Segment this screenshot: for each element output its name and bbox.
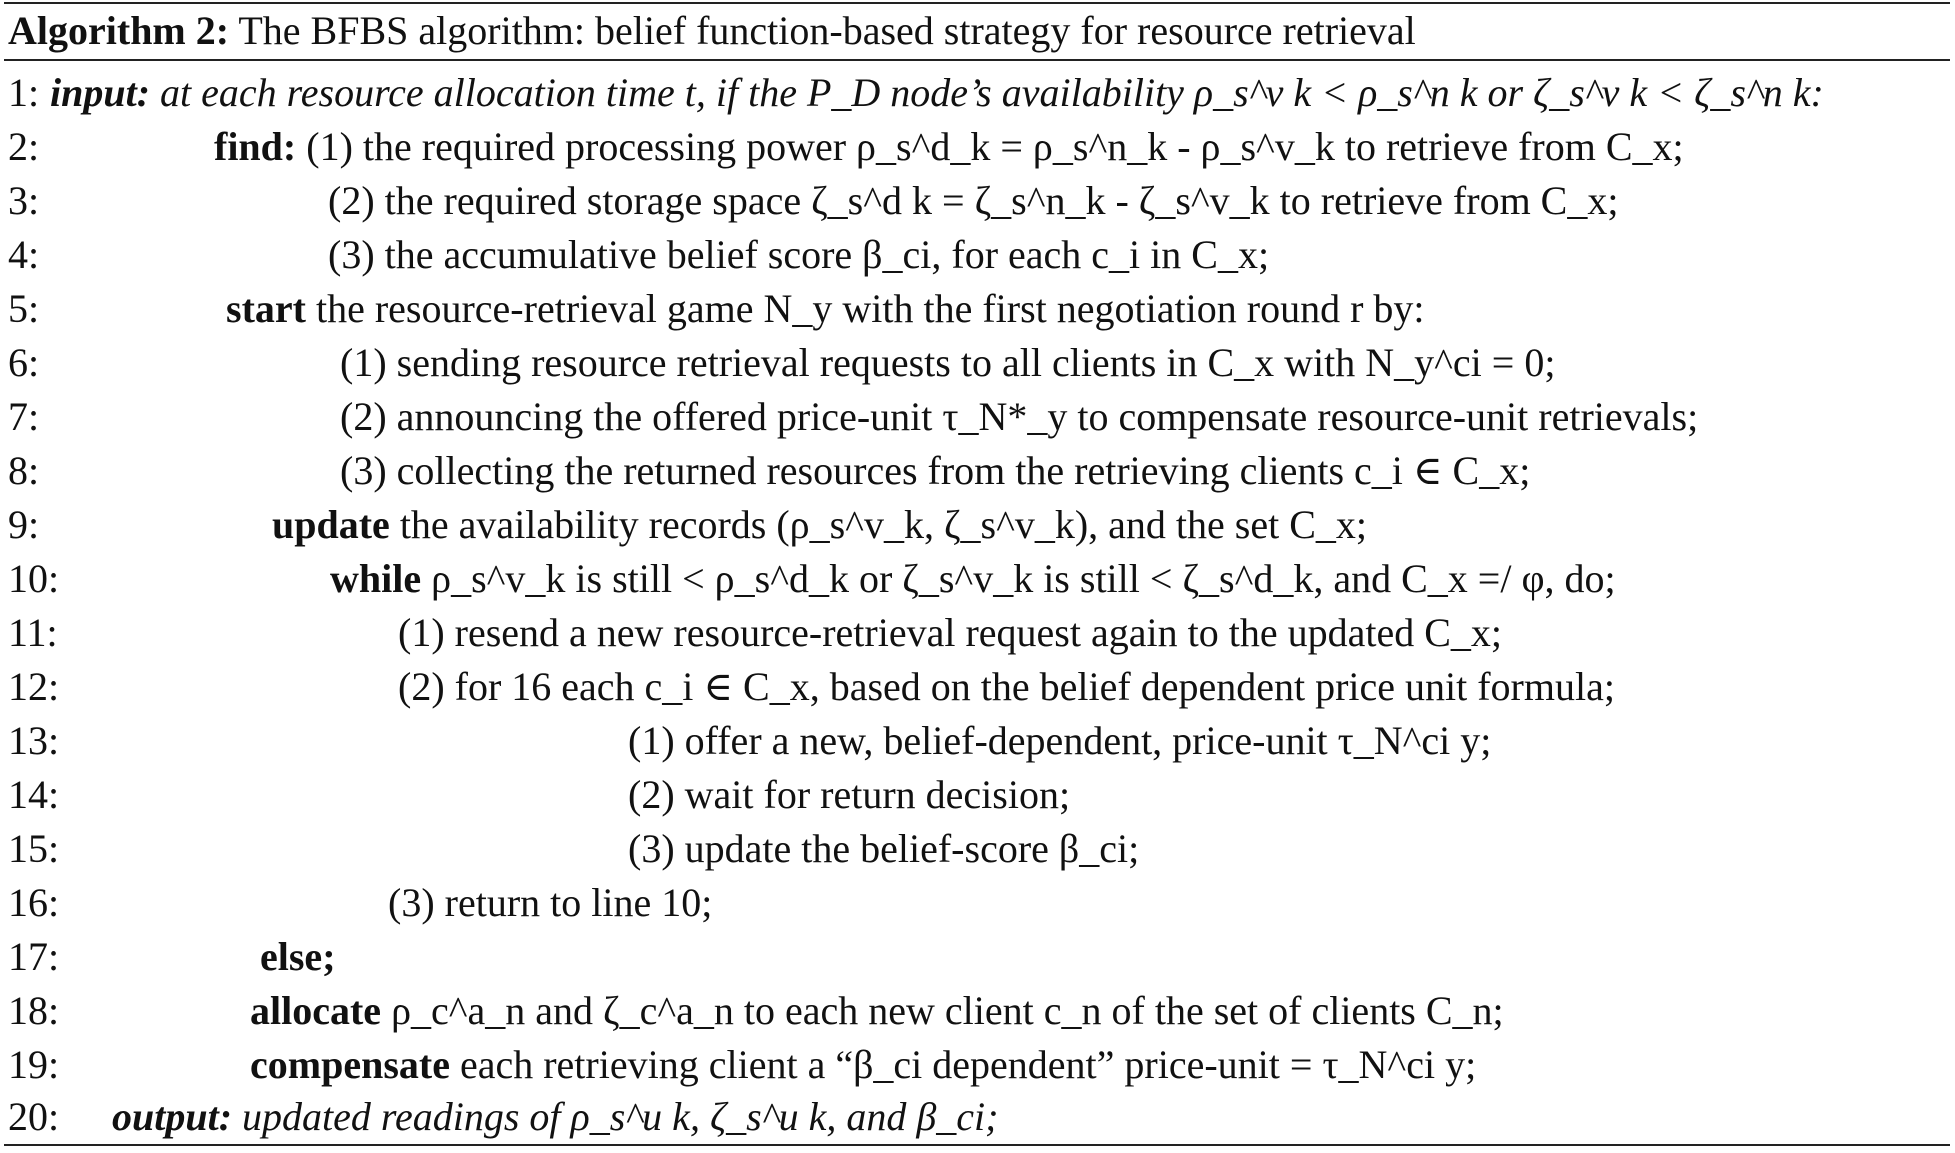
line-content: each retrieving client a “β_ci dependent” price-unit = τ_N^ci y; [449, 1042, 1477, 1087]
line-number: 20: [8, 1094, 60, 1139]
line-number: 5: [8, 286, 40, 331]
line-text [628, 822, 1139, 876]
line-text [250, 1038, 1476, 1092]
line-content: (3) update the belief-score β_ci; [628, 826, 1140, 871]
line-keyword: input: [50, 70, 151, 115]
algorithm-caption [8, 4, 1416, 58]
line-text [260, 930, 336, 984]
line-number: 1: [8, 70, 40, 115]
line-number: 7: [8, 394, 40, 439]
line-content: (3) return to line 10; [388, 880, 713, 925]
line-content: (1) the required processing power ρ_s^d_k = ρ_s^n_k - ρ_s^v_k to retrieve from C_x; [296, 124, 1684, 169]
line-text [226, 282, 1425, 336]
line-number: 15: [8, 826, 60, 871]
line-content: (3) the accumulative belief score β_ci, for each c_i in C_x; [328, 232, 1270, 277]
line-number: 8: [8, 448, 40, 493]
line-keyword: compensate [250, 1042, 450, 1087]
line-number: 17: [8, 934, 60, 979]
line-number: 19: [8, 1042, 60, 1087]
caption-rule [4, 59, 1950, 61]
line-text [214, 120, 1684, 174]
line-number: 18: [8, 988, 60, 1033]
line-number: 16: [8, 880, 60, 925]
line-content: the availability records (ρ_s^v_k, ζ_s^v_k), and the set C_x; [389, 502, 1368, 547]
line-text [330, 552, 1616, 606]
line-content: the resource-retrieval game N_y with the first negotiation round r by: [305, 286, 1425, 331]
line-number: 13: [8, 718, 60, 763]
line-keyword: find: [214, 124, 297, 169]
line-text [50, 66, 1824, 120]
caption-label: Algorithm 2: [8, 8, 230, 53]
line-content: ρ_s^v_k is still < ρ_s^d_k or ζ_s^v_k is still < ζ_s^d_k, and C_x =/ φ, do; [421, 556, 1616, 601]
line-number: 4: [8, 232, 40, 277]
line-keyword: allocate [250, 988, 382, 1033]
line-number: 12: [8, 664, 60, 709]
line-text [340, 444, 1530, 498]
line-text [328, 228, 1269, 282]
line-number: 10: [8, 556, 60, 601]
line-content: (2) announcing the offered price-unit τ_N*_y to compensate resource-unit retrievals; [340, 394, 1699, 439]
line-number: 14: [8, 772, 60, 817]
line-text [250, 984, 1504, 1038]
line-number: 3: [8, 178, 40, 223]
line-keyword: else; [260, 934, 336, 979]
line-content: (2) the required storage space ζ_s^d k = ζ_s^n_k - ζ_s^v_k to retrieve from C_x; [328, 178, 1619, 223]
line-text [398, 606, 1502, 660]
line-text [388, 876, 712, 930]
line-number: 2: [8, 124, 40, 169]
line-text [628, 714, 1491, 768]
line-keyword: while [330, 556, 422, 601]
line-keyword: start [226, 286, 306, 331]
line-number: 9: [8, 502, 40, 547]
line-content: (1) offer a new, belief-dependent, price-unit τ_N^ci y; [628, 718, 1492, 763]
caption-text: The BFBS algorithm: belief function-based strategy for resource retrieval [229, 8, 1416, 53]
line-keyword: update [272, 502, 390, 547]
line-content: at each resource allocation time t, if the P_D node’s availability ρ_s^v k < ρ_s^n k or ζ_s^v k < ζ_s^n k: [150, 70, 1824, 115]
line-keyword: output: [112, 1094, 233, 1139]
line-text [398, 660, 1615, 714]
line-content: updated readings of ρ_s^u k, ζ_s^u k, and β_ci; [232, 1094, 999, 1139]
line-content: (2) wait for return decision; [628, 772, 1071, 817]
line-text [328, 174, 1618, 228]
line-text [112, 1090, 998, 1144]
line-number: 6: [8, 340, 40, 385]
line-text [272, 498, 1367, 552]
line-number: 11: [8, 610, 58, 655]
line-content: ρ_c^a_n and ζ_c^a_n to each new client c_n of the set of clients C_n; [381, 988, 1504, 1033]
line-content: (1) resend a new resource-retrieval request again to the updated C_x; [398, 610, 1502, 655]
line-text [628, 768, 1070, 822]
line-text [340, 390, 1698, 444]
line-content: (1) sending resource retrieval requests to all clients in C_x with N_y^ci = 0; [340, 340, 1556, 385]
bottom-rule [4, 1144, 1950, 1146]
line-content: (2) for 16 each c_i ∈ C_x, based on the belief dependent price unit formula; [398, 664, 1615, 709]
line-text [340, 336, 1555, 390]
line-content: (3) collecting the returned resources from the retrieving clients c_i ∈ C_x; [340, 448, 1531, 493]
